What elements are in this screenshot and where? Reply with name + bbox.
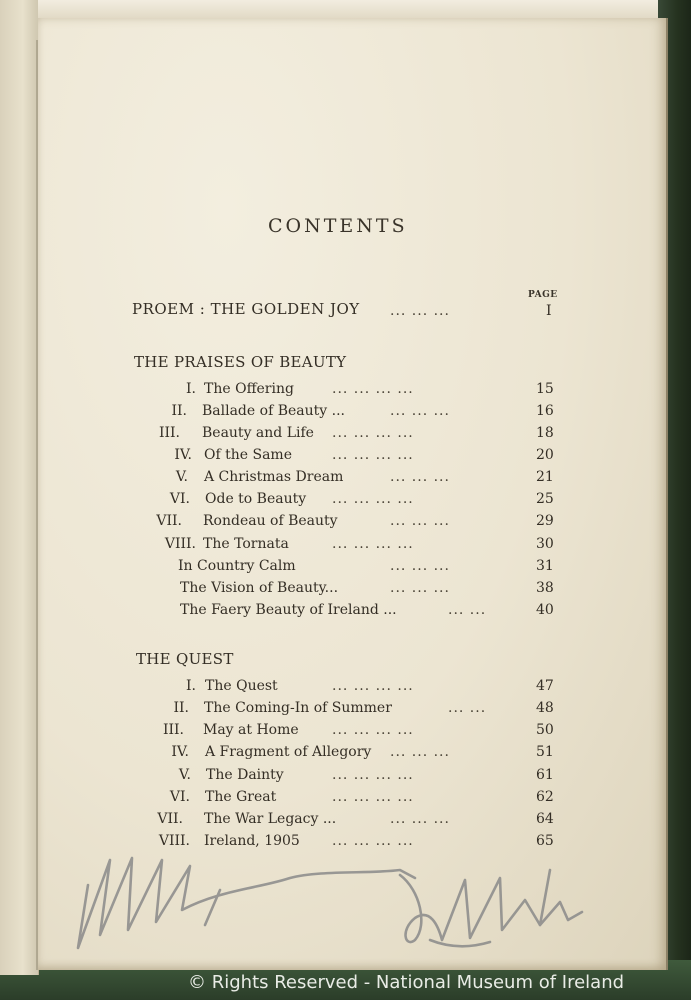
entry-title: Of the Same [204,447,292,463]
pencil-signature [70,830,630,960]
entry-page-number: 64 [536,811,554,827]
entry-numeral: IV. [174,447,192,463]
entry-numeral: III. [162,722,184,738]
page-title: CONTENTS [268,215,408,237]
entry-title: The Coming-In of Summer [204,700,392,716]
toc-entry [0,379,600,399]
entry-numeral: III. [158,425,180,441]
entry-title: Beauty and Life [202,425,314,441]
entry-title: Ballade of Beauty ... [202,403,345,419]
entry-leader-dots: ... ... ... [390,580,450,596]
top-page-edge [38,0,658,19]
entry-title: Ireland, 1905 [204,833,300,849]
entry-page-number: 48 [536,700,554,716]
toc-entry [0,534,600,554]
entry-leader-dots: ... ... ... [390,513,450,529]
toc-entry [0,511,600,531]
entry-numeral: II. [173,700,189,716]
entry-page-number: 16 [536,403,554,419]
entry-numeral: VII. [157,811,183,827]
entry-title: The Faery Beauty of Ireland ... [180,602,397,618]
entry-page-number: 31 [536,558,554,574]
entry-numeral: V. [175,469,188,485]
entry-leader-dots: ... ... ... ... [332,722,414,738]
toc-entry [0,720,600,740]
section-heading-praises: THE PRAISES OF BEAUTY [134,353,347,371]
entry-title: The Great [205,789,277,805]
entry-leader-dots: ... ... [448,700,487,716]
entry-numeral: VI. [169,491,190,507]
entry-page-number: 20 [536,447,554,463]
toc-entry [0,556,600,576]
entry-title: A Fragment of Allegory [205,744,372,760]
entry-page-number: 25 [536,491,554,507]
entry-title: The Offering [204,381,294,397]
entry-leader-dots: ... ... ... ... [332,381,414,397]
entry-page-number: 65 [536,833,554,849]
proem-row [0,301,600,321]
entry-title: The Dainty [206,767,284,783]
entry-page-number: 50 [536,722,554,738]
entry-numeral: VII. [156,513,182,529]
entry-page-number: 62 [536,789,554,805]
entry-page-number: 51 [536,744,554,760]
proem-leader-dots: ... ... ... [390,303,450,319]
proem-title: PROEM : THE GOLDEN JOY [132,300,360,318]
entry-title: May at Home [203,722,299,738]
entry-numeral: VIII. [164,536,196,552]
toc-entry [0,600,600,620]
page-column-label: PAGE [528,290,558,300]
toc-entry [0,489,600,509]
entry-title: The Quest [205,678,278,694]
entry-leader-dots: ... ... ... ... [332,767,414,783]
toc-entry [0,787,600,807]
toc-entry [0,698,600,718]
toc-entry [0,809,600,829]
entry-page-number: 40 [536,602,554,618]
copyright-watermark: © Rights Reserved - National Museum of Ireland [188,972,625,993]
toc-entry [0,742,600,762]
entry-leader-dots: ... ... ... ... [332,447,414,463]
entry-page-number: 47 [536,678,554,694]
toc-entry [0,578,600,598]
entry-leader-dots: ... ... ... [390,558,450,574]
entry-title: Rondeau of Beauty [203,513,338,529]
entry-leader-dots: ... ... ... ... [332,789,414,805]
entry-leader-dots: ... ... ... ... [332,536,414,552]
entry-title: Ode to Beauty [205,491,307,507]
entry-leader-dots: ... ... ... ... [332,425,414,441]
entry-page-number: 38 [536,580,554,596]
entry-title: The Tornata [203,536,289,552]
toc-entry [0,423,600,443]
toc-entry [0,765,600,785]
entry-leader-dots: ... ... ... ... [332,833,414,849]
entry-page-number: 30 [536,536,554,552]
entry-title: The War Legacy ... [204,811,337,827]
entry-page-number: 61 [536,767,554,783]
entry-page-number: 18 [536,425,554,441]
entry-leader-dots: ... ... ... [390,744,450,760]
entry-numeral: V. [178,767,191,783]
toc-entry [0,467,600,487]
entry-numeral: VI. [169,789,190,805]
toc-entry [0,401,600,421]
entry-numeral: I. [186,381,196,397]
entry-leader-dots: ... ... ... [390,811,450,827]
proem-page-number: I [546,303,552,319]
entry-title: A Christmas Dream [204,469,344,485]
entry-leader-dots: ... ... [448,602,487,618]
entry-page-number: 29 [536,513,554,529]
entry-page-number: 15 [536,381,554,397]
entry-title: In Country Calm [178,558,296,574]
entry-numeral: I. [186,678,196,694]
entry-title: The Vision of Beauty... [180,580,339,596]
entry-numeral: VIII. [158,833,190,849]
entry-leader-dots: ... ... ... [390,403,450,419]
toc-entry [0,445,600,465]
entry-numeral: IV. [171,744,189,760]
entry-page-number: 21 [536,469,554,485]
entry-numeral: II. [171,403,187,419]
section-heading-quest: THE QUEST [136,650,234,668]
entry-leader-dots: ... ... ... [390,469,450,485]
entry-leader-dots: ... ... ... ... [332,678,414,694]
toc-entry [0,676,600,696]
entry-leader-dots: ... ... ... ... [332,491,414,507]
